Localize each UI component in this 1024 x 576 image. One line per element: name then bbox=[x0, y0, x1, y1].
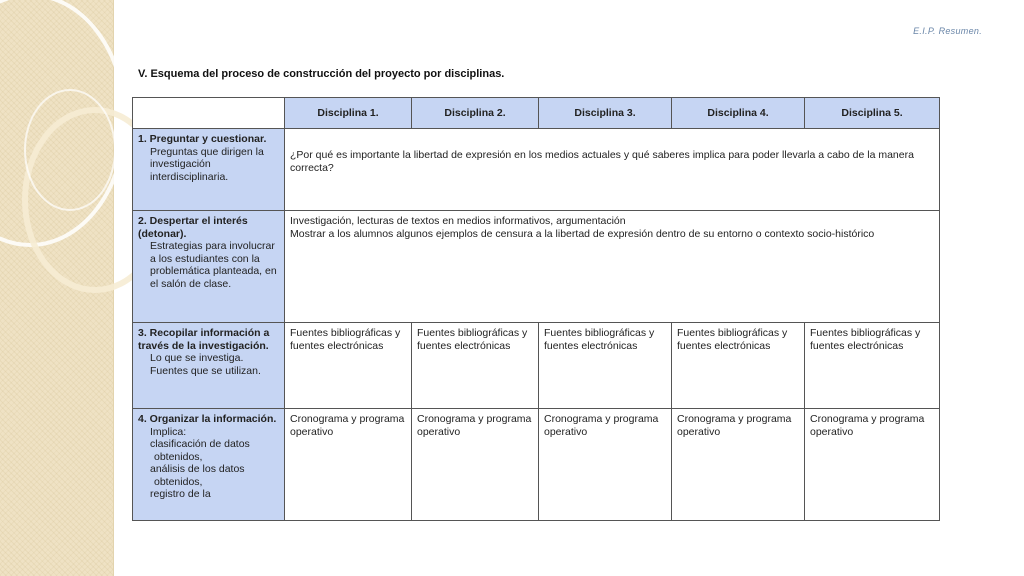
table-cell: Cronograma y programa operativo bbox=[672, 409, 805, 521]
stage-title: 2. Despertar el interés (detonar). bbox=[138, 215, 248, 240]
stage-cell-organizar bbox=[133, 409, 285, 521]
header-tag: E.I.P. Resumen. bbox=[913, 26, 982, 36]
table-cell: Fuentes bibliográficas y fuentes electrónicas bbox=[805, 323, 940, 409]
column-header-disciplina-3: Disciplina 3. bbox=[539, 98, 672, 129]
table-cell: Fuentes bibliográficas y fuentes electrónicas bbox=[539, 323, 672, 409]
stage-description: Estrategias para involucrar a los estudiantes con la problemática planteada, en el salón de clase. bbox=[150, 240, 277, 290]
stage-title: 3. Recopilar información a través de la investigación. bbox=[138, 327, 270, 352]
stage-cell-preguntar bbox=[133, 129, 285, 211]
header-corner-cell bbox=[133, 98, 285, 129]
column-header-disciplina-1: Disciplina 1. bbox=[285, 98, 412, 129]
stage-cell-despertar bbox=[133, 211, 285, 323]
stage-description: obtenidos, bbox=[154, 450, 203, 463]
stage-description: obtenidos, bbox=[154, 475, 203, 488]
stage-title: 4. Organizar la información. bbox=[138, 413, 277, 425]
table-cell: Cronograma y programa operativo bbox=[805, 409, 940, 521]
header-row bbox=[133, 98, 940, 129]
stage-description: clasificación de datos bbox=[150, 438, 250, 450]
merged-cell-strategies bbox=[285, 211, 940, 323]
stage-description: Preguntas que dirigen la investigación interdisciplinaria. bbox=[150, 145, 264, 183]
table-row bbox=[133, 323, 940, 409]
schema-table bbox=[132, 97, 940, 521]
column-header-disciplina-2: Disciplina 2. bbox=[412, 98, 539, 129]
table-cell: Fuentes bibliográficas y fuentes electrónicas bbox=[672, 323, 805, 409]
table-row bbox=[133, 129, 940, 211]
stage-description: Lo que se investiga. bbox=[150, 352, 244, 364]
stage-title: 1. Preguntar y cuestionar. bbox=[138, 133, 267, 145]
stage-description: Fuentes que se utilizan. bbox=[150, 364, 261, 377]
merged-cell-question: ¿Por qué es importante la libertad de expresión en los medios actuales y qué saberes implica para poder llevarla a cabo de la manera correcta? bbox=[285, 129, 940, 211]
stage-description: análisis de los datos bbox=[150, 463, 245, 475]
table-row bbox=[133, 409, 940, 521]
strategy-line: Mostrar a los alumnos algunos ejemplos de censura a la libertad de expresión dentro de su entorno o contexto socio-histórico bbox=[290, 227, 875, 240]
stage-description: Implica: bbox=[150, 425, 187, 438]
column-header-disciplina-4: Disciplina 4. bbox=[672, 98, 805, 129]
stage-cell-recopilar bbox=[133, 323, 285, 409]
strategy-line: Investigación, lecturas de textos en medios informativos, argumentación bbox=[290, 215, 626, 227]
table-cell: Fuentes bibliográficas y fuentes electrónicas bbox=[285, 323, 412, 409]
table-cell: Cronograma y programa operativo bbox=[539, 409, 672, 521]
column-header-disciplina-5: Disciplina 5. bbox=[805, 98, 940, 129]
table-cell: Cronograma y programa operativo bbox=[285, 409, 412, 521]
table-cell: Fuentes bibliográficas y fuentes electrónicas bbox=[412, 323, 539, 409]
decorative-left-band bbox=[0, 0, 114, 576]
stage-description: registro de la bbox=[150, 488, 211, 500]
table-cell: Cronograma y programa operativo bbox=[412, 409, 539, 521]
table-row bbox=[133, 211, 940, 323]
slide-title: V. Esquema del proceso de construcción del proyecto por disciplinas. bbox=[138, 68, 505, 80]
